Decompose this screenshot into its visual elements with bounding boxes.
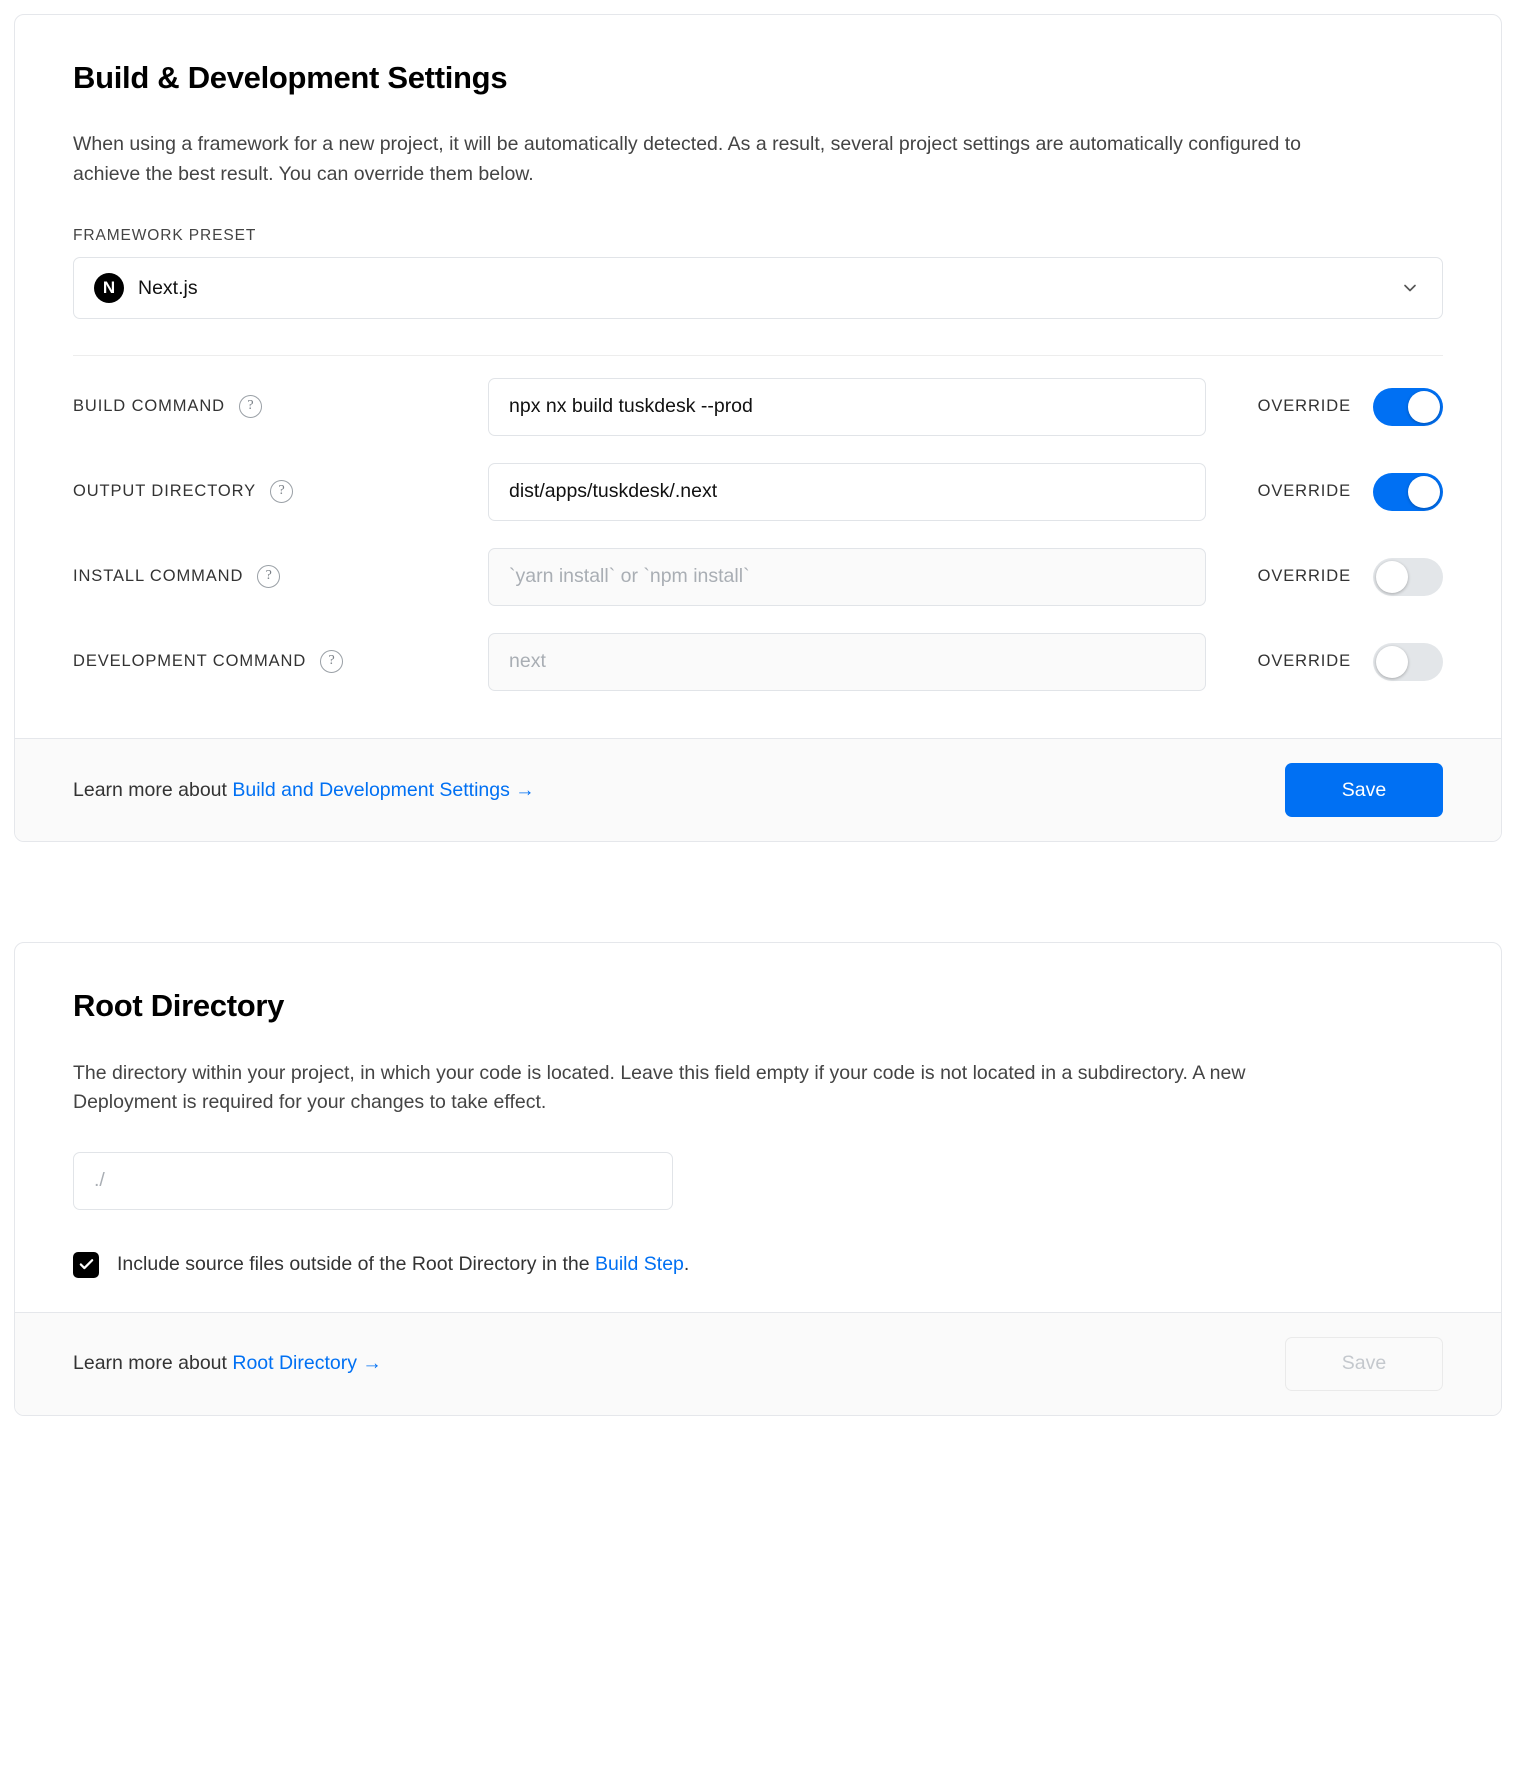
install-command-override-group [1206,558,1443,596]
output-directory-override-group [1206,473,1443,511]
root-directory-description: The directory within your project, in which your code is located. Leave this field empty if your code is not located in a subdirectory. A new Deployment is required for your changes to take effect. [73,1061,1246,1114]
build-command-override-toggle[interactable] [1373,388,1443,426]
root-directory-card [14,942,1502,1415]
root-card-footer [15,1312,1501,1415]
build-save-button[interactable]: Save [1285,763,1443,817]
help-icon[interactable]: ? [320,650,343,673]
development-command-label: DEVELOPMENT COMMAND [73,652,307,671]
build-command-override-group [1206,388,1443,426]
output-directory-label-group [73,480,488,503]
development-command-label-group [73,650,488,673]
build-command-label-group [73,395,488,418]
nextjs-logo-icon [94,273,124,303]
build-command-label: BUILD COMMAND [73,397,225,416]
root-save-button[interactable]: Save [1285,1337,1443,1391]
install-command-label-group [73,565,488,588]
development-command-override-label: OVERRIDE [1257,652,1351,671]
install-command-override-label: OVERRIDE [1257,567,1351,586]
build-settings-link[interactable]: Build and Development Settings → [232,778,535,801]
build-card-description: When using a framework for a new project, it will be automatically detected. As a result, several project settings are automatically configured to achieve the best result. You can override them below. [73,133,1302,185]
build-card-footer [15,738,1501,841]
install-command-label: INSTALL COMMAND [73,567,244,586]
output-directory-override-toggle[interactable] [1373,473,1443,511]
help-icon[interactable]: ? [270,480,293,503]
install-command-override-toggle[interactable] [1373,558,1443,596]
development-command-override-group [1206,643,1443,681]
card-gap [14,842,1502,942]
build-command-row [73,364,1443,449]
build-development-settings-card [14,14,1502,842]
override-rows [73,364,1443,704]
framework-preset-select[interactable] [73,257,1443,319]
root-learn-more-prefix: Learn more about [73,1352,233,1375]
include-source-files-text-before: Include source files outside of the Root Directory in the [117,1253,595,1276]
divider [73,355,1443,356]
build-command-input-wrap [488,378,1206,436]
page-title: Build & Development Settings [73,60,508,95]
help-icon[interactable]: ? [239,395,262,418]
check-icon [78,1256,95,1273]
toggle-knob [1408,476,1440,508]
root-card-body [15,943,1501,1311]
build-learn-more [73,779,535,802]
include-source-files-checkbox[interactable] [73,1252,99,1278]
install-command-input-wrap [488,548,1206,606]
framework-preset-value: Next.js [138,276,198,299]
build-learn-more-prefix: Learn more about [73,778,233,801]
build-command-input[interactable] [488,378,1206,436]
development-command-row [73,619,1443,704]
help-icon[interactable]: ? [257,565,280,588]
include-source-files-row [73,1252,1443,1278]
framework-preset-label: FRAMEWORK PRESET [73,227,257,245]
toggle-knob [1408,391,1440,423]
output-directory-label: OUTPUT DIRECTORY [73,482,257,501]
install-command-row [73,534,1443,619]
include-source-files-text-after: . [683,1253,690,1276]
build-card-body [15,15,1501,738]
development-command-input-wrap [488,633,1206,691]
build-command-override-label: OVERRIDE [1257,397,1351,416]
root-directory-link[interactable]: Root Directory → [232,1352,382,1375]
root-directory-input[interactable] [73,1152,673,1210]
build-step-link[interactable]: Build Step [595,1253,684,1276]
development-command-input[interactable] [488,633,1206,691]
toggle-knob [1376,646,1408,678]
chevron-down-icon [1400,278,1420,298]
root-learn-more [73,1352,382,1375]
output-directory-row [73,449,1443,534]
output-directory-override-label: OVERRIDE [1257,482,1351,501]
include-source-files-label [117,1253,689,1276]
nextjs-logo-letter: N [102,278,116,298]
development-command-override-toggle[interactable] [1373,643,1443,681]
root-directory-input-wrap [73,1152,1443,1210]
output-directory-input-wrap [488,463,1206,521]
toggle-knob [1376,561,1408,593]
root-directory-title: Root Directory [73,988,285,1024]
output-directory-input[interactable] [488,463,1206,521]
install-command-input[interactable] [488,548,1206,606]
